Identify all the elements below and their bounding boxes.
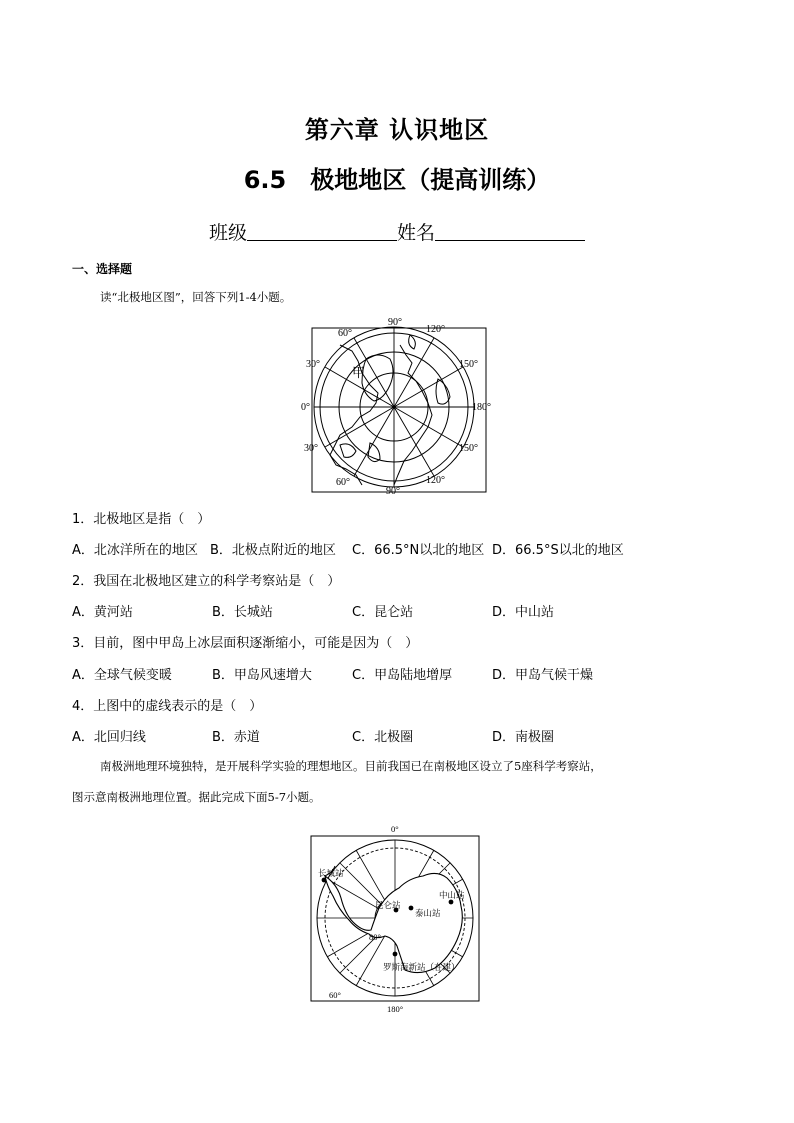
lat-label-60: 60° bbox=[329, 990, 341, 1000]
lon-label-0: 0° bbox=[301, 402, 310, 413]
chapter-title: 第六章 认识地区 bbox=[304, 116, 490, 144]
q3-option-d[interactable]: D．甲岛气候干燥 bbox=[492, 668, 594, 683]
lon-label-180: 180° bbox=[387, 1004, 404, 1014]
section-heading: 一、选择题 bbox=[72, 262, 133, 276]
q4-option-c[interactable]: C．北极圈 bbox=[352, 730, 414, 745]
q2-option-d[interactable]: D．中山站 bbox=[492, 605, 555, 620]
q1-option-b[interactable]: B．北极点附近的地区 bbox=[210, 543, 336, 558]
name-label: 姓名 bbox=[397, 222, 436, 244]
q2-option-b[interactable]: B．长城站 bbox=[212, 605, 273, 620]
greenland-label-jia: 甲 bbox=[352, 366, 366, 381]
name-blank[interactable] bbox=[435, 222, 585, 241]
lon-label-120-top: 120° bbox=[426, 324, 445, 335]
class-label: 班级 bbox=[208, 222, 247, 244]
q4-option-d[interactable]: D．南极圈 bbox=[492, 730, 555, 745]
question-2-stem: 2．我国在北极地区建立的科学考察站是（ ） bbox=[72, 574, 341, 589]
q3-option-c[interactable]: C．甲岛陆地增厚 bbox=[352, 668, 453, 683]
antarctica-map bbox=[305, 822, 485, 1016]
lesson-title: 6.5 极地地区（提高训练） bbox=[243, 166, 551, 194]
question-4-stem: 4．上图中的虚线表示的是（ ） bbox=[72, 699, 263, 714]
lat-label-80: 80° bbox=[369, 932, 381, 942]
station-label-zhongshan: 中山站 bbox=[439, 891, 465, 901]
question-3-stem: 3．目前，图中甲岛上冰层面积逐渐缩小，可能是因为（ ） bbox=[72, 636, 419, 651]
lon-label-150-top: 150° bbox=[459, 359, 478, 370]
station-label-rossi: 罗斯海新站（在建） bbox=[383, 963, 460, 973]
class-blank[interactable] bbox=[247, 222, 397, 241]
student-info-line bbox=[0, 218, 794, 245]
lon-label-120-bottom: 120° bbox=[426, 475, 445, 486]
q2-option-a[interactable]: A．黄河站 bbox=[72, 605, 133, 620]
question-1-stem: 1．北极地区是指（ ） bbox=[72, 512, 211, 527]
lon-label-150-bottom: 150° bbox=[459, 443, 478, 454]
intro-text-2-line2: 图示意南极洲地理位置。据此完成下面5-7小题。 bbox=[72, 790, 321, 804]
q1-option-c[interactable]: C．66.5°N以北的地区 bbox=[352, 543, 485, 558]
station-label-kunlun: 昆仑站 bbox=[375, 901, 401, 911]
station-label-taishan: 泰山站 bbox=[415, 909, 441, 919]
q1-option-a[interactable]: A．北冰洋所在的地区 bbox=[72, 543, 198, 558]
intro-text-2-line1: 南极洲地理环境独特，是开展科学实验的理想地区。目前我国已在南极地区设立了5座科学考察站， bbox=[100, 759, 602, 773]
lon-label-90-bottom: 90° bbox=[386, 486, 400, 497]
q3-option-b[interactable]: B．甲岛风速增大 bbox=[212, 668, 312, 683]
lon-label-60-bottom: 60° bbox=[336, 477, 350, 488]
lon-label-30-bottom: 30° bbox=[304, 443, 318, 454]
lon-label-90-top: 90° bbox=[388, 317, 402, 328]
q4-option-b[interactable]: B．赤道 bbox=[212, 730, 260, 745]
q2-option-c[interactable]: C．昆仑站 bbox=[352, 605, 414, 620]
lon-label-30-top: 30° bbox=[306, 359, 320, 370]
q3-option-a[interactable]: A．全球气候变暖 bbox=[72, 668, 172, 683]
q1-option-d[interactable]: D．66.5°S以北的地区 bbox=[492, 543, 624, 558]
lon-label-0: 0° bbox=[391, 824, 399, 834]
q4-option-a[interactable]: A．北回归线 bbox=[72, 730, 146, 745]
arctic-map bbox=[300, 315, 496, 497]
lon-label-180: 180° bbox=[472, 402, 491, 413]
lon-label-60-top: 60° bbox=[338, 328, 352, 339]
intro-text-1: 读“北极地区图”，回答下列1-4小题。 bbox=[100, 290, 292, 304]
station-label-changcheng: 长城站 bbox=[318, 869, 344, 879]
